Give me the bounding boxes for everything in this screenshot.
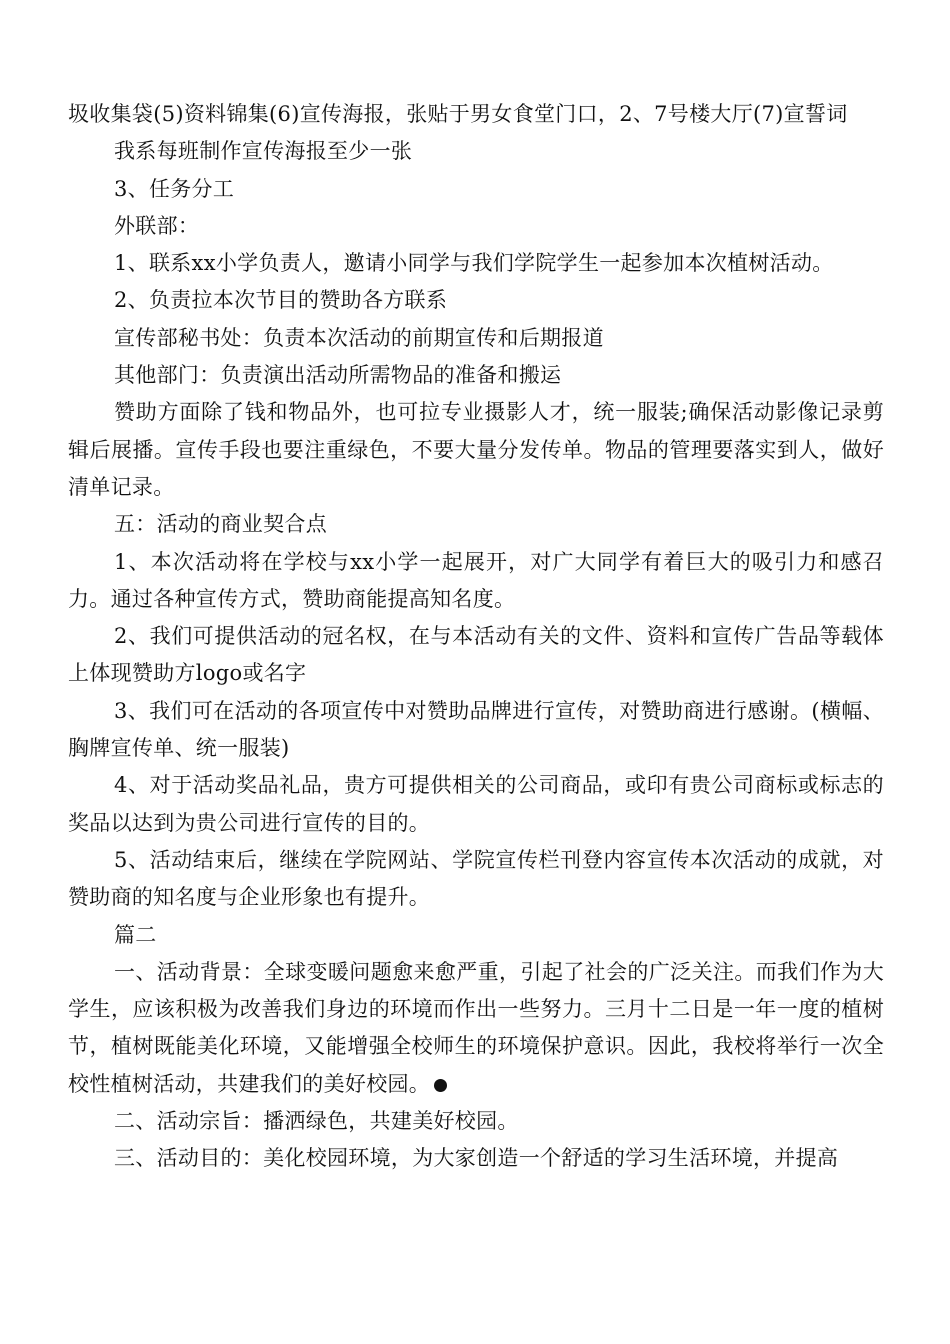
paragraph: 外联部： (114, 213, 200, 238)
section-heading: 3、任务分工 (114, 176, 235, 201)
paragraph: 赞助方面除了钱和物品外，也可拉专业摄影人才，统一服装;确保活动影像记录剪辑后展播。宣传手段也要注重绿色，不要大量分发传单。物品的管理要落实到人，做好清单记录。 (68, 400, 884, 499)
section-heading: 篇二 (114, 922, 157, 947)
paragraph: 二、活动宗旨：播洒绿色，共建美好校园。 (114, 1109, 519, 1134)
paragraph-text: 一、活动背景：全球变暖问题愈来愈严重，引起了社会的广泛关注。而我们作为大学生，应该积极为改善我们身边的环境而作出一些努力。三月十二日是一年一度的植树节，植树既能美化环境，又能增强全校师生的环境保护意识。因此，我校将举行一次全校性植树活动，共建我们的美好校园。 (68, 959, 884, 1096)
paragraph: 1、本次活动将在学校与xx小学一起展开，对广大同学有着巨大的吸引力和感召力。通过各种宣传方式，赞助商能提高知名度。 (68, 549, 884, 611)
paragraph: 宣传部秘书处：负责本次活动的前期宣传和后期报道 (114, 325, 604, 350)
paragraph (68, 954, 884, 1103)
section-heading: 五：活动的商业契合点 (114, 512, 327, 537)
paragraph: 3、我们可在活动的各项宣传中对赞助品牌进行宣传，对赞助商进行感谢。(横幅、胸牌宣传单、统一服装) (68, 698, 884, 761)
paragraph: 我系每班制作宣传海报至少一张 (114, 139, 413, 164)
paragraph: 三、活动目的：美化校园环境，为大家创造一个舒适的学习生活环境，并提高 (114, 1146, 839, 1171)
paragraph: 2、负责拉本次节目的赞助各方联系 (114, 288, 448, 313)
paragraph: 1、联系xx小学负责人，邀请小同学与我们学院学生一起参加本次植树活动。 (114, 251, 834, 276)
paragraph: 4、对于活动奖品礼品，贵方可提供相关的公司商品，或印有贵公司商标或标志的奖品以达到为贵公司进行宣传的目的。 (68, 773, 884, 835)
paragraph: 2、我们可提供活动的冠名权，在与本活动有关的文件、资料和宣传广告品等载体上体现赞助方logo或名字 (68, 624, 884, 686)
bullet-dot-icon (434, 1079, 447, 1092)
paragraph: 圾收集袋(5)资料锦集(6)宣传海报，张贴于男女食堂门口，2、7号楼大厅(7)宣誓词 (68, 102, 848, 126)
paragraph: 5、活动结束后，继续在学院网站、学院宣传栏刊登内容宣传本次活动的成就，对赞助商的知名度与企业形象也有提升。 (68, 847, 884, 910)
paragraph: 其他部门：负责演出活动所需物品的准备和搬运 (114, 363, 562, 388)
